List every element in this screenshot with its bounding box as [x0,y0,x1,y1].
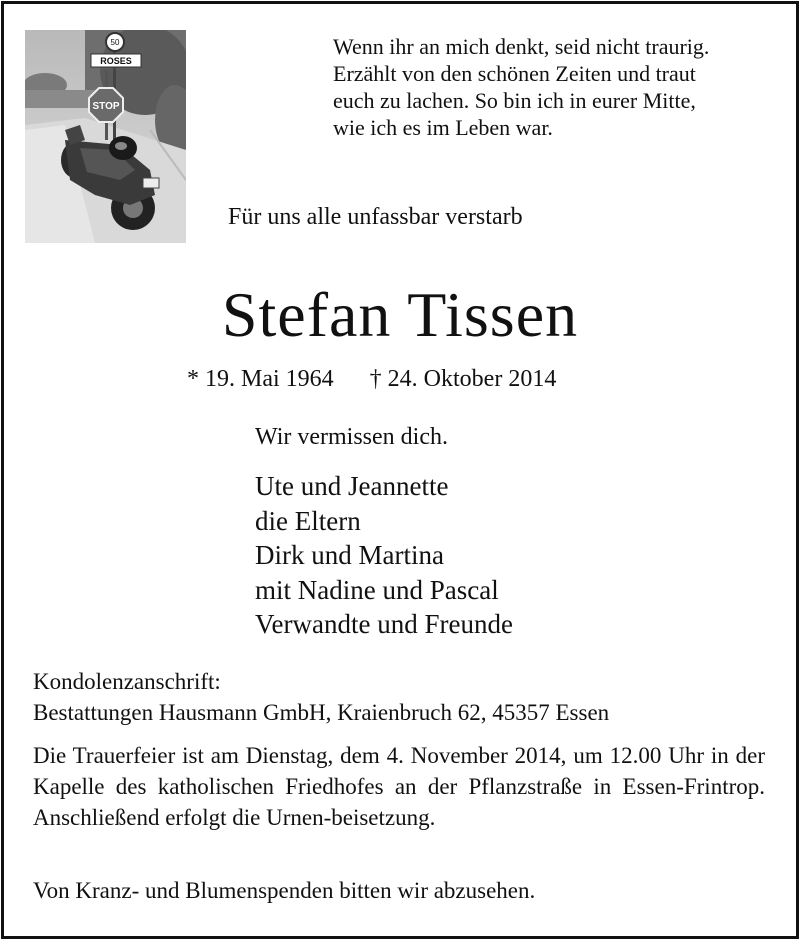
intro-text: Für uns alle unfassbar verstarb [228,204,523,230]
memorial-photo [25,30,186,243]
mourner-line: Dirk und Martina [255,540,444,570]
poem-line: Wenn ihr an mich denkt, seid nicht traurig. [333,34,710,59]
condolence-label: Kondolenzanschrift: [33,669,221,694]
flowers-note: Von Kranz- und Blumenspenden bitten wir abzusehen. [33,878,536,903]
speed-sign-text: 50 [110,38,120,47]
funeral-info: Die Trauerfeier ist am Dienstag, dem 4. November 2014, um 12.00 Uhr in der Kapelle des katholischen Friedhofes an der Pflanzstraße in Essen-Frintrop. Anschließend erfolgt die Urnen-beisetzung. [33,743,765,830]
condolence-block [33,666,773,728]
poem-line: Erzählt von den schönen Zeiten und traut [333,61,696,86]
life-dates [187,366,556,393]
deceased-name: Stefan Tissen [221,279,579,350]
death-date: † 24. Oktober 2014 [369,366,557,392]
poem-line: euch zu lachen. So bin ich in eurer Mitte, [333,88,696,113]
miss-text: Wir vermissen dich. [255,424,448,450]
poem [333,33,773,141]
town-sign-text: ROSES [100,56,132,66]
motorcycle-roadside-photo-icon [25,30,186,243]
mourners-list [255,469,513,642]
condolence-address: Bestattungen Hausmann GmbH, Kraienbruch 62, 45357 Essen [33,700,610,725]
mourner-line: Ute und Jeannette [255,471,449,501]
mourner-line: Verwandte und Freunde [255,609,513,639]
mourner-line: mit Nadine und Pascal [255,574,499,605]
birth-date: * 19. Mai 1964 [187,366,334,392]
stop-sign-text: STOP [92,101,120,112]
mourner-line: die Eltern [255,505,361,536]
poem-line: wie ich es im Leben war. [333,115,553,140]
